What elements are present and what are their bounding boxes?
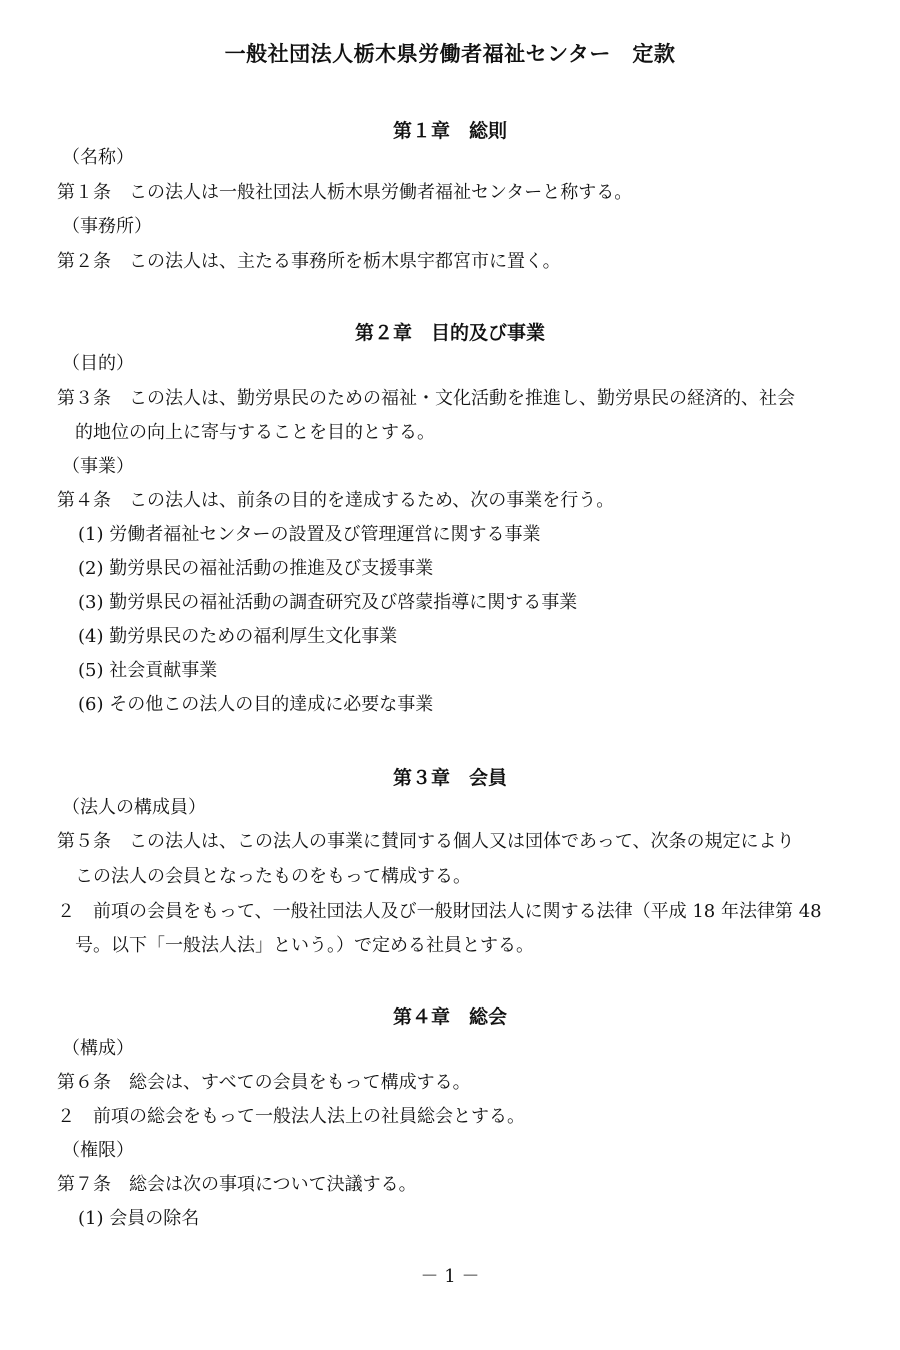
article-7: 第７条 総会は次の事項について決議する。 (57, 1174, 417, 1195)
article-5-line-1: 第５条 この法人は、この法人の事業に賛同する個人又は団体であって、次条の規定により (57, 831, 795, 852)
chapter-4-heading: 第４章 総会 (392, 1006, 507, 1028)
list-item: (1) 会員の除名 (78, 1208, 200, 1229)
list-item: (6) その他この法人の目的達成に必要な事業 (78, 694, 434, 715)
caption-authority: （権限） (62, 1140, 134, 1161)
caption-composition: （構成） (62, 1038, 134, 1059)
list-item: (2) 勤労県民の福祉活動の推進及び支援事業 (78, 558, 434, 579)
article-3-line-1: 第３条 この法人は、勤労県民のための福祉・文化活動を推進し、勤労県民の経済的、社会 (57, 388, 795, 409)
page-number: － 1 － (420, 1266, 480, 1287)
list-item: (5) 社会貢献事業 (78, 660, 218, 681)
article-2: 第２条 この法人は、主たる事務所を栃木県宇都宮市に置く。 (57, 251, 561, 272)
list-item: (1) 労働者福祉センターの設置及び管理運営に関する事業 (78, 524, 541, 545)
document-title: 一般社団法人栃木県労働者福祉センター 定款 (224, 42, 676, 66)
caption-name: （名称） (62, 147, 134, 168)
article-1: 第１条 この法人は一般社団法人栃木県労働者福祉センターと称する。 (57, 182, 633, 203)
article-5-paragraph-2-line-2: 号。以下「一般法人法」という。）で定める社員とする。 (75, 935, 534, 956)
article-6: 第６条 総会は、すべての会員をもって構成する。 (57, 1072, 471, 1093)
article-5-line-2: この法人の会員となったものをもって構成する。 (75, 866, 471, 887)
caption-purpose: （目的） (62, 353, 134, 374)
chapter-2-heading: 第２章 目的及び事業 (354, 322, 545, 344)
list-item: (3) 勤労県民の福祉活動の調査研究及び啓蒙指導に関する事業 (78, 592, 578, 613)
chapter-1-heading: 第１章 総則 (392, 120, 507, 142)
article-6-paragraph-2: ２ 前項の総会をもって一般法人法上の社員総会とする。 (57, 1106, 525, 1127)
caption-office: （事務所） (62, 216, 152, 237)
list-item: (4) 勤労県民のための福利厚生文化事業 (78, 626, 398, 647)
article-3-line-2: 的地位の向上に寄与することを目的とする。 (75, 422, 435, 443)
caption-members: （法人の構成員） (62, 797, 206, 818)
caption-business: （事業） (62, 456, 134, 477)
article-5-paragraph-2-line-1: ２ 前項の会員をもって、一般社団法人及び一般財団法人に関する法律（平成 18 年法律第 48 (57, 901, 822, 922)
chapter-3-heading: 第３章 会員 (392, 767, 507, 789)
article-4: 第４条 この法人は、前条の目的を達成するため、次の事業を行う。 (57, 490, 615, 511)
